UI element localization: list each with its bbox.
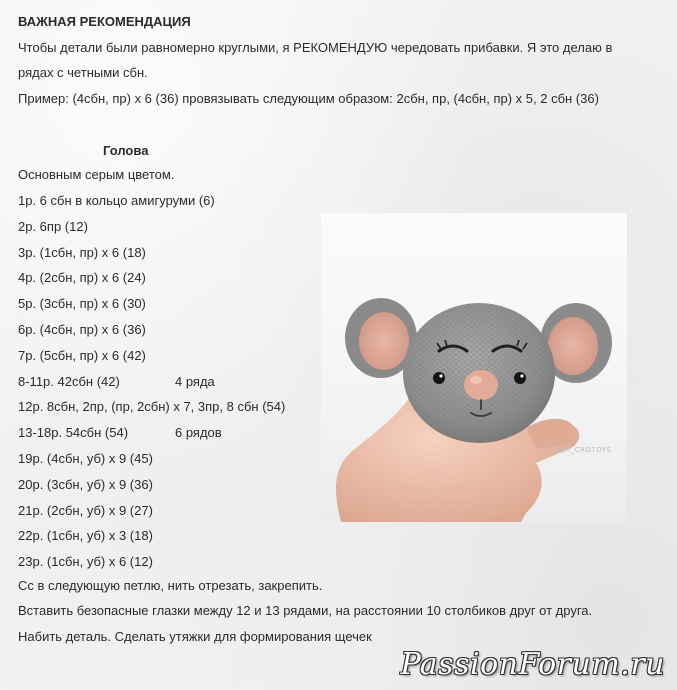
mouse-head-illustration	[321, 213, 627, 522]
head-finish-1: Сс в следующую петлю, нить отрезать, закрепить.	[18, 578, 323, 593]
head-finish-3: Набить деталь. Сделать утяжки для формирования щечек	[18, 629, 372, 644]
head-row: 5р. (3сбн, пр) х 6 (30)	[18, 296, 146, 311]
head-row: 13-18р. 54сбн (54)	[18, 425, 129, 440]
head-row-count: 6 рядов	[175, 425, 222, 440]
mouse-head-photo	[321, 213, 627, 522]
recommendation-line-1: Чтобы детали были равномерно круглыми, я РЕКОМЕНДУЮ чередовать прибавки. Я это делаю в	[18, 40, 613, 55]
head-row: 7р. (5сбн, пр) х 6 (42)	[18, 348, 146, 363]
head-row: 8-11р. 42сбн (42)	[18, 374, 120, 389]
head-color-note: Основным серым цветом.	[18, 167, 175, 182]
head-row: 12р. 8сбн, 2пр, (пр, 2сбн) х 7, 3пр, 8 сбн (54)	[18, 399, 286, 414]
photo-watermark: @JM_CROTOYS	[554, 446, 612, 454]
recommendation-example: Пример: (4сбн, пр) х 6 (36) провязывать следующим образом: 2сбн, пр, (4сбн, пр) х 5, 2 сбн (36)	[18, 91, 599, 106]
head-row: 4р. (2сбн, пр) х 6 (24)	[18, 270, 146, 285]
head-row: 6р. (4сбн, пр) х 6 (36)	[18, 322, 146, 337]
head-row: 19р. (4сбн, уб) х 9 (45)	[18, 451, 153, 466]
head-row: 3р. (1сбн, пр) х 6 (18)	[18, 245, 146, 260]
recommendation-line-2: рядах с четными сбн.	[18, 65, 148, 80]
head-row: 22р. (1сбн, уб) х 3 (18)	[18, 528, 153, 543]
head-row-count: 4 ряда	[175, 374, 215, 389]
head-finish-2: Вставить безопасные глазки между 12 и 13 рядами, на расстоянии 10 столбиков друг от друга.	[18, 603, 593, 618]
head-title: Голова	[103, 143, 149, 158]
head-row: 2р. 6пр (12)	[18, 219, 88, 234]
head-row: 21р. (2сбн, уб) х 9 (27)	[18, 503, 153, 518]
site-logo: PassionForum.ru	[400, 647, 665, 682]
head-row: 20р. (3сбн, уб) х 9 (36)	[18, 477, 153, 492]
head-row: 1р. 6 сбн в кольцо амигуруми (6)	[18, 193, 215, 208]
head-row: 23р. (1сбн, уб) х 6 (12)	[18, 554, 153, 569]
mouse-head	[403, 303, 555, 443]
recommendation-title: ВАЖНАЯ РЕКОМЕНДАЦИЯ	[18, 14, 191, 29]
